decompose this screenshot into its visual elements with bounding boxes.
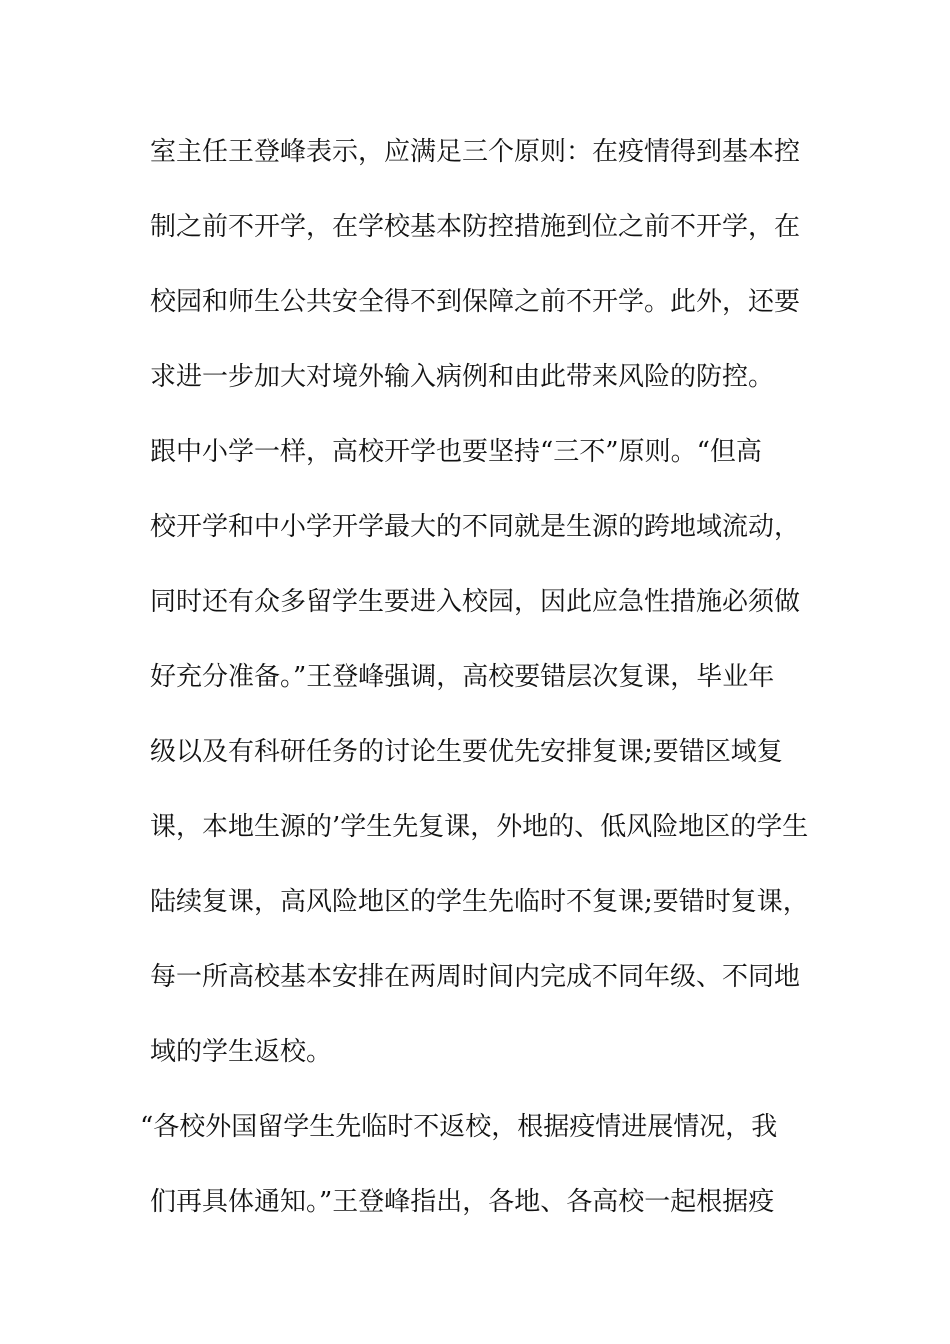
text-line: 课，本地生源的’学生先复课，外地的、低风险地区的学生 <box>150 812 809 842</box>
text-line: 级以及有科研任务的讨论生要优先安排复课;要错区域复 <box>150 737 783 767</box>
text-line: 好充分准备。”王登峰强调，高校要错层次复课，毕业年 <box>150 662 775 692</box>
text-line: 们再具体通知。”王登峰指出，各地、各高校一起根据疫 <box>150 1187 775 1217</box>
document-body <box>140 127 810 1252</box>
text-line: 跟中小学一样，高校开学也要坚持“三不”原则。“但高 <box>150 437 762 467</box>
text-line: 校开学和中小学开学最大的不同就是生源的跨地域流动， <box>150 512 801 542</box>
text-line: 制之前不开学，在学校基本防控措施到位之前不开学，在 <box>150 212 801 242</box>
text-line: “各校外国留学生先临时不返校，根据疫情进展情况，我 <box>140 1112 778 1142</box>
text-line: 每一所高校基本安排在两周时间内完成不同年级、不同地 <box>150 962 801 992</box>
text-line: 室主任王登峰表示，应满足三个原则：在疫情得到基本控 <box>150 137 801 167</box>
text-line: 陆续复课，高风险地区的学生先临时不复课;要错时复课， <box>150 887 809 917</box>
text-line: 求进一步加大对境外输入病例和由此带来风险的防控。 <box>150 362 775 392</box>
text-line: 校园和师生公共安全得不到保障之前不开学。此外，还要 <box>150 287 801 317</box>
text-line: 同时还有众多留学生要进入校园，因此应急性措施必须做 <box>150 587 801 617</box>
text-line: 域的学生返校。 <box>150 1037 333 1067</box>
